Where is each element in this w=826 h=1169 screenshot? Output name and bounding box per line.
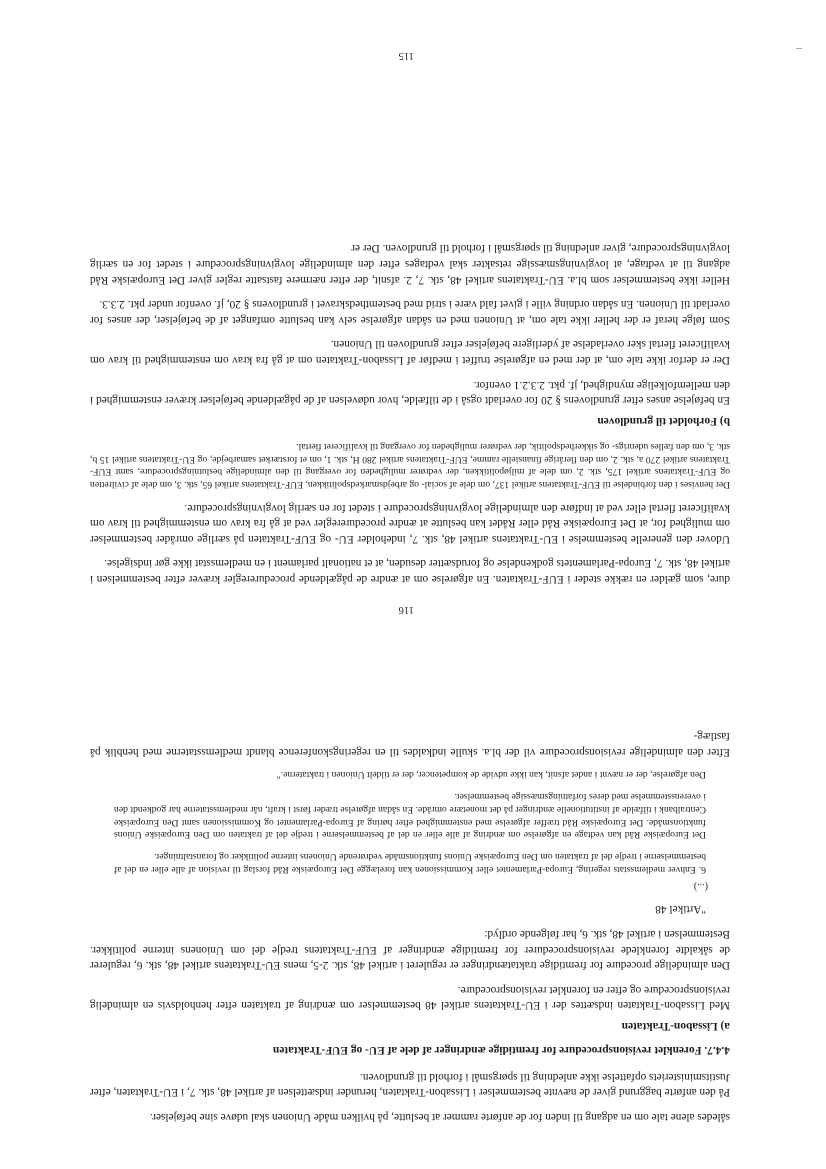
- paragraph: Efter den almindelige revisionsprocedure vil der bl.a. skulle indkaldes til en regeringskonference blandt medlemsstaterne med henblik på fastlæg-: [90, 729, 730, 758]
- paragraph: således alene tale om en adgang til inden for de anførte rammer at beslutte, på hvilken måde Unionen skal udøve sine beføjelser.: [149, 1111, 730, 1123]
- page-116: [90, 604, 730, 1124]
- section-heading: 4.4.7. Forenklet revisionsprocedure for fremtidige ændringer af dele af EU- og EUF-Traktaten: [272, 1044, 730, 1057]
- paragraph: En beføjelse anses efter grundlovens § 20 for overladt også i de tilfælde, hvor udøvelsen af de pågældende beføjelser kræver enstemmighed i den mellemfolkelige myndighed, jf. pkt. 2.3.2.1 ovenfor.: [90, 378, 730, 407]
- paragraph: Heller ikke bestemmelser som bl.a. EU-Traktatens artikel 48, stk. 7, 2. afsnit, der efter nærmere fastsatte regler giver Det Europæiske Råd adgang til at vedtage, at lovgivningsmæssige retsakter skal vedtages efter den almindelige lovgivningsprocedure i stedet for en særlig lovgivningsprocedure, giver anledning til spørgsmål i forhold til grundloven. Der er: [90, 242, 730, 286]
- ellipsis: (...): [693, 880, 708, 892]
- paragraph: Udover den generelle bestemmelse i EU-Traktatens artikel 48, stk. 7, indeholder EU- og EUF-Traktaten på særlige områder bestemmelser om mulighed for, at Det Europæiske Råd eller Rådet kan beslutte at ændre procedureregler ved at gå fra krav om enstemmighed til krav om kvalificeret flertal eller ved at indføre den almindelige lovgivningsprocedure i stedet for en særlig lovgivningsprocedure.: [90, 501, 730, 545]
- page-115: [90, 46, 730, 586]
- quote-paragraph: Den afgørelse, der er nævnt i andet afsnit, kan ikke udvide de kompetencer, der er tildelt Unionen i traktaterne.": [276, 769, 706, 781]
- scan-mark: [796, 48, 802, 49]
- page-number: 116: [398, 604, 414, 615]
- paragraph: Som følge heraf er der heller ikke tale om, at Unionen med en sådan afgørelse selv kan beslutte omfanget af de beføjelser, der anses for overladt til Unionen. En sådan ordning ville i givet fald være i strid med bestemthedskravet i grundlovens § 20, jf. ovenfor under pkt. 2.3.3.: [90, 298, 730, 326]
- section-heading: b) Forholdet til grundloven: [597, 415, 730, 428]
- paragraph: Der er derfor ikke tale om, at der med en afgørelse truffet i medfør af Lissabon-Traktaten om at gå fra krav om enstemmighed til krav om kvalificeret flertal sker overladelse af yderligere beføjelser efter grundloven til Unionen.: [90, 338, 730, 366]
- quote-title: "Artikel 48: [655, 903, 706, 916]
- paragraph: Med Lissabon-Traktaten indsættes der i EU-Traktatens artikel 48 bestemmelser om ændring af traktaten efter henholdsvis en almindelig revisionsprocedure og efter en forenklet revisionsprocedure.: [90, 983, 730, 1012]
- quote-paragraph: Det Europæiske Råd kan vedtage en afgørelse om ændring af alle eller en del af bestemmelserne i tredje del af traktaten om Den Europæiske Unions funktionsmåde. Det Europæiske Råd træffer afgørelse med enstemmighed efter høring af Europa-Parlamentet og Kommissionen samt Den Europæiske Centralbank i tilfælde af institutionelle ændringer på det monetære område. En sådan afgørelse træder først i kraft, når medlemsstaterne har godkendt den i overensstemmelse med deres forfatningsmæssige bestemmelser.: [114, 791, 706, 841]
- quote-paragraph: 6. Enhver medlemsstats regering, Europa-Parlamentet eller Kommissionen kan forelægge Det Europæiske Råd forslag til revision af alle eller en del af bestemmelserne i tredje del af traktaten om Den Europæiske Unions funktionsmåde vedrørende Unionens interne politikker og foranstaltninger.: [114, 851, 706, 875]
- paragraph: På den anførte baggrund giver de nævnte bestemmelser i Lissabon-Traktaten, herunder indsættelsen af artikel 48, stk. 7, i EU-Traktaten, efter Justitsministeriets opfattelse ikke anledning til spørgsmål i forhold til grundloven.: [90, 1070, 730, 1099]
- page-number: 115: [398, 50, 414, 61]
- paragraph: Den almindelige procedure for fremtidige traktatændringer er reguleret i artikel 48, stk. 2-5, mens EU-Traktatens artikel 48, stk. 6, regulerer de såkaldte forenklede revisionsprocedurer for fremtidige ændringer af EUF-Traktatens tredje del om Unionens interne politikker. Bestemmelsen i artikel 48, stk. 6, har følgende ordlyd:: [90, 927, 730, 972]
- paragraph: dure, som gælder en række steder i EUF-Traktaten. En afgørelse om at ændre de pågældende procedureregler kræver efter bestemmelsen i artikel 48, stk. 7, Europa-Parlamentets godkendelse og forudsætter desuden, at et nationalt parlament i en medlemsstat ikke gør indsigelse.: [90, 557, 730, 585]
- subsection-heading: a) Lissabon-Traktaten: [621, 1020, 730, 1033]
- paragraph: Der henvises i den forbindelse til EUF-Traktatens artikel 137, om dele af social- og arbejdsmarkedspolitikken, EUF-Traktatens artikel 65, stk. 3, om dele af civilretten og EUF-Traktatens artikel 175, stk. 2, om dele af miljøpolitikken, der vedrører muligheden for overgang til den almindelige beslutningsprocedure, samt EUF-Traktatens artikel 270 a, stk. 2, om den flerårige finansielle ramme, EUF-Traktatens artikel 280 H, stk. 1, om et forstærket samarbejde, og EU-Traktatens artikel 15 b, stk. 3, om den fælles udenrigs- og sikkerhedspolitik, der vedrører muligheden for overgang til kvalificeret flertal.: [90, 440, 730, 491]
